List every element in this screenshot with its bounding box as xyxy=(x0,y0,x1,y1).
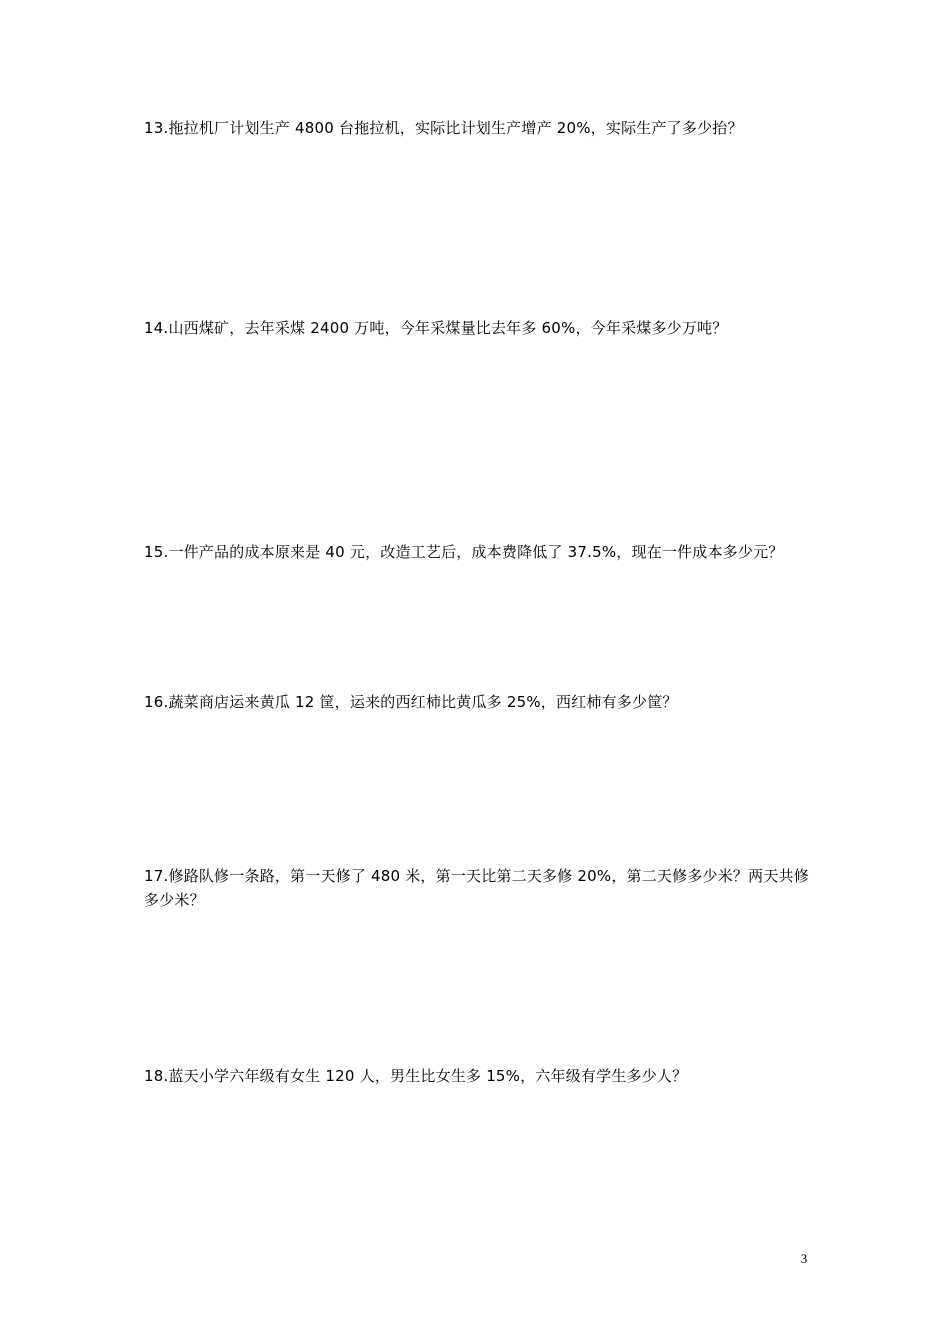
question-17: 17.修路队修一条路，第一天修了 480 米，第一天比第二天多修 20%，第二天修多少米？两天共修多少米？ xyxy=(144,867,809,909)
question-15: 15.一件产品的成本原来是 40 元，改造工艺后，成本费降低了 37.5%，现在一件成本多少元？ xyxy=(144,543,784,561)
question-13: 13.拖拉机厂计划生产 4800 台拖拉机，实际比计划生产增产 20%，实际生产了多少抬？ xyxy=(144,119,743,137)
question-16: 16.蔬菜商店运来黄瓜 12 筐，运来的西红柿比黄瓜多 25%，西红柿有多少筐？ xyxy=(144,693,678,711)
page-number: 3 xyxy=(800,1251,808,1266)
question-18: 18.蓝天小学六年级有女生 120 人，男生比女生多 15%，六年级有学生多少人？ xyxy=(144,1067,688,1085)
question-14: 14.山西煤矿，去年采煤 2400 万吨，今年采煤量比去年多 60%，今年采煤多少万吨？ xyxy=(144,319,728,337)
